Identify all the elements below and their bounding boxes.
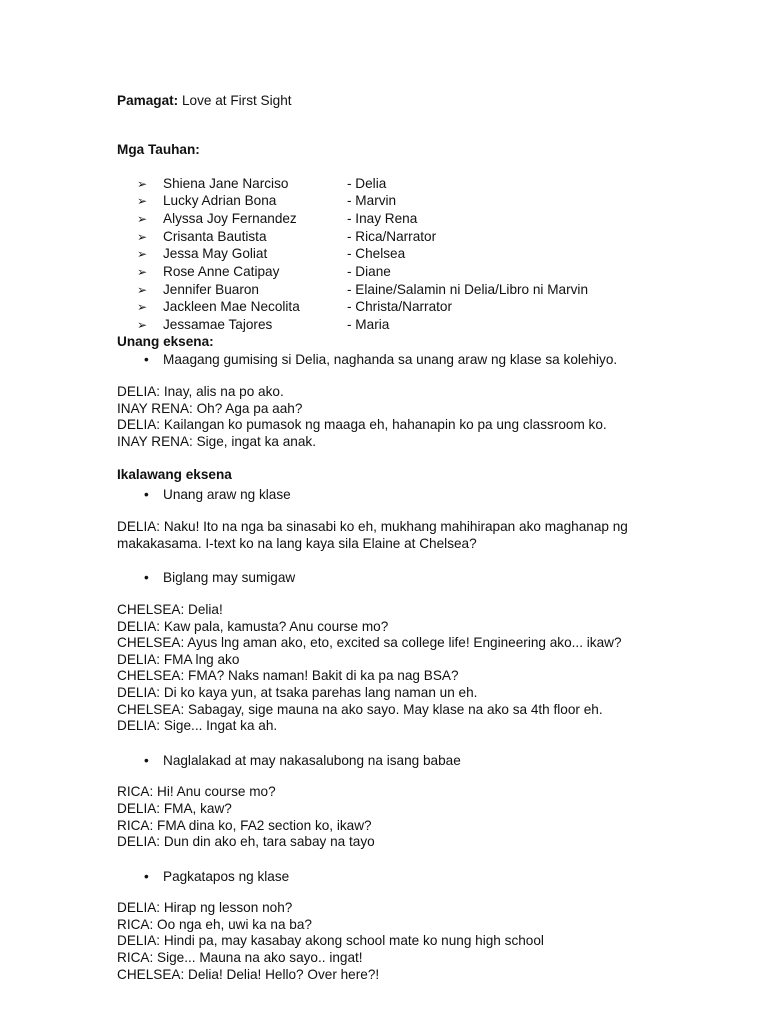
cast-row	[137, 193, 588, 211]
cast-row	[137, 246, 588, 264]
cast-row	[137, 210, 588, 228]
arrow-bullet-icon: ➢	[137, 247, 148, 262]
title-value: Love at First Sight	[178, 93, 292, 108]
bullet-text: Unang araw ng klase	[163, 486, 291, 502]
actor-name: Shiena Jane Narciso	[163, 175, 289, 191]
dialogue-line: RICA: Hi! Anu course mo?	[117, 784, 276, 800]
role-name: - Delia	[347, 175, 387, 191]
role-name: - Marvin	[347, 193, 397, 209]
role-name: - Rica/Narrator	[347, 228, 437, 244]
scene-heading: Ikalawang eksena	[117, 467, 232, 482]
actor-name: Jessamae Tajores	[163, 317, 273, 333]
actor-name: Jennifer Buaron	[163, 281, 259, 297]
play-title	[117, 93, 292, 110]
arrow-bullet-icon: ➢	[137, 176, 148, 191]
dialogue-line: CHELSEA: FMA? Naks naman! Bakit di ka pa nag BSA?	[117, 668, 459, 684]
scene-2-bullet-4	[144, 869, 737, 886]
scene-1-dialogue	[117, 384, 737, 450]
bullet-text: Biglang may sumigaw	[163, 570, 296, 586]
actor-name: Alyssa Joy Fernandez	[163, 210, 297, 226]
dot-bullet-icon: •	[144, 570, 149, 586]
scene-2-bullet-1	[144, 487, 737, 504]
dialogue-line: CHELSEA: Delia! Delia! Hello? Over here?!	[117, 966, 380, 982]
actor-name: Jessa May Goliat	[163, 246, 268, 262]
dialogue-line: RICA: Oo nga eh, uwi ka na ba?	[117, 916, 312, 932]
bullet-text: Pagkatapos ng klase	[163, 868, 290, 884]
cast-row	[137, 175, 588, 193]
cast-list	[137, 175, 588, 334]
arrow-bullet-icon: ➢	[137, 318, 148, 333]
scene-2-dialogue-3	[117, 900, 737, 983]
dialogue-line: CHELSEA: Sabagay, sige mauna na ako sayo. May klase na ako sa 4th floor eh.	[117, 701, 603, 717]
dialogue-line: DELIA: Di ko kaya yun, at tsaka parehas lang naman un eh.	[117, 684, 478, 700]
cast-row	[137, 317, 588, 335]
arrow-bullet-icon: ➢	[137, 300, 148, 315]
scene-2-bullet-2	[144, 570, 737, 587]
dialogue-line: DELIA: Inay, alis na po ako.	[117, 384, 284, 400]
role-name: - Chelsea	[347, 246, 406, 262]
actor-name: Crisanta Bautista	[163, 228, 267, 244]
cast-heading: Mga Tauhan:	[117, 142, 200, 157]
dot-bullet-icon: •	[144, 351, 149, 367]
scene-1-bullet	[144, 352, 737, 369]
title-label: Pamagat:	[117, 93, 179, 108]
actor-name: Lucky Adrian Bona	[163, 193, 277, 209]
cast-row	[137, 263, 588, 281]
dialogue-line: CHELSEA: Delia!	[117, 601, 223, 617]
dialogue-line: RICA: Sige... Mauna na ako sayo.. ingat!	[117, 950, 363, 966]
dialogue-line: DELIA: Kailangan ko pumasok ng maaga eh, hahanapin ko pa ung classroom ko.	[117, 417, 607, 433]
cast-row	[137, 228, 588, 246]
dialogue-line: DELIA: Hindi pa, may kasabay akong school mate ko nung high school	[117, 933, 544, 949]
scene-2	[117, 467, 737, 983]
dot-bullet-icon: •	[144, 868, 149, 884]
dialogue-line: INAY RENA: Sige, ingat ka anak.	[117, 433, 316, 449]
cast-row	[137, 299, 588, 317]
arrow-bullet-icon: ➢	[137, 211, 148, 226]
dialogue-line: CHELSEA: Ayus lng aman ako, eto, excited sa college life! Engineering ako... ikaw?	[117, 635, 622, 651]
arrow-bullet-icon: ➢	[137, 282, 148, 297]
actor-name: Rose Anne Catipay	[163, 263, 280, 279]
dialogue-line: INAY RENA: Oh? Aga pa aah?	[117, 400, 303, 416]
dot-bullet-icon: •	[144, 752, 149, 768]
dialogue-line: DELIA: FMA, kaw?	[117, 800, 232, 816]
bullet-text: Naglalakad at may nakasalubong na isang babae	[163, 752, 461, 768]
role-name: - Diane	[347, 263, 391, 279]
scene-2-bullet-3	[144, 753, 737, 770]
arrow-bullet-icon: ➢	[137, 194, 148, 209]
dialogue-line: DELIA: Kaw pala, kamusta? Anu course mo?	[117, 618, 389, 634]
scene-1-heading	[117, 334, 737, 351]
dot-bullet-icon: •	[144, 486, 149, 502]
dialogue-line: DELIA: Hirap ng lesson noh?	[117, 900, 293, 916]
dialogue-paragraph: DELIA: Naku! Ito na nga ba sinasabi ko eh, mukhang mahihirapan ako maghanap ng makakasama. I-text ko na lang kaya sila Elaine at Chelsea?	[117, 519, 628, 551]
cast-row	[137, 281, 588, 299]
scene-1	[117, 334, 737, 451]
actor-name: Jackleen Mae Necolita	[163, 299, 300, 315]
bullet-text: Maagang gumising si Delia, naghanda sa unang araw ng klase sa kolehiyo.	[163, 351, 618, 367]
dialogue-line: RICA: FMA dina ko, FA2 section ko, ikaw?	[117, 817, 372, 833]
scene-2-dialogue-2	[117, 784, 737, 850]
scene-heading: Unang eksena:	[117, 334, 214, 349]
role-name: - Maria	[347, 317, 390, 333]
dialogue-line: DELIA: Dun din ako eh, tara sabay na tayo	[117, 834, 375, 850]
dialogue-line: DELIA: FMA lng ako	[117, 651, 240, 667]
scene-2-heading	[117, 467, 737, 484]
scene-2-dialogue-1	[117, 602, 737, 735]
dialogue-line: DELIA: Sige... Ingat ka ah.	[117, 718, 278, 734]
role-name: - Christa/Narrator	[347, 299, 452, 315]
arrow-bullet-icon: ➢	[137, 264, 148, 279]
arrow-bullet-icon: ➢	[137, 229, 148, 244]
role-name: - Inay Rena	[347, 210, 418, 226]
role-name: - Elaine/Salamin ni Delia/Libro ni Marvin	[347, 281, 589, 297]
